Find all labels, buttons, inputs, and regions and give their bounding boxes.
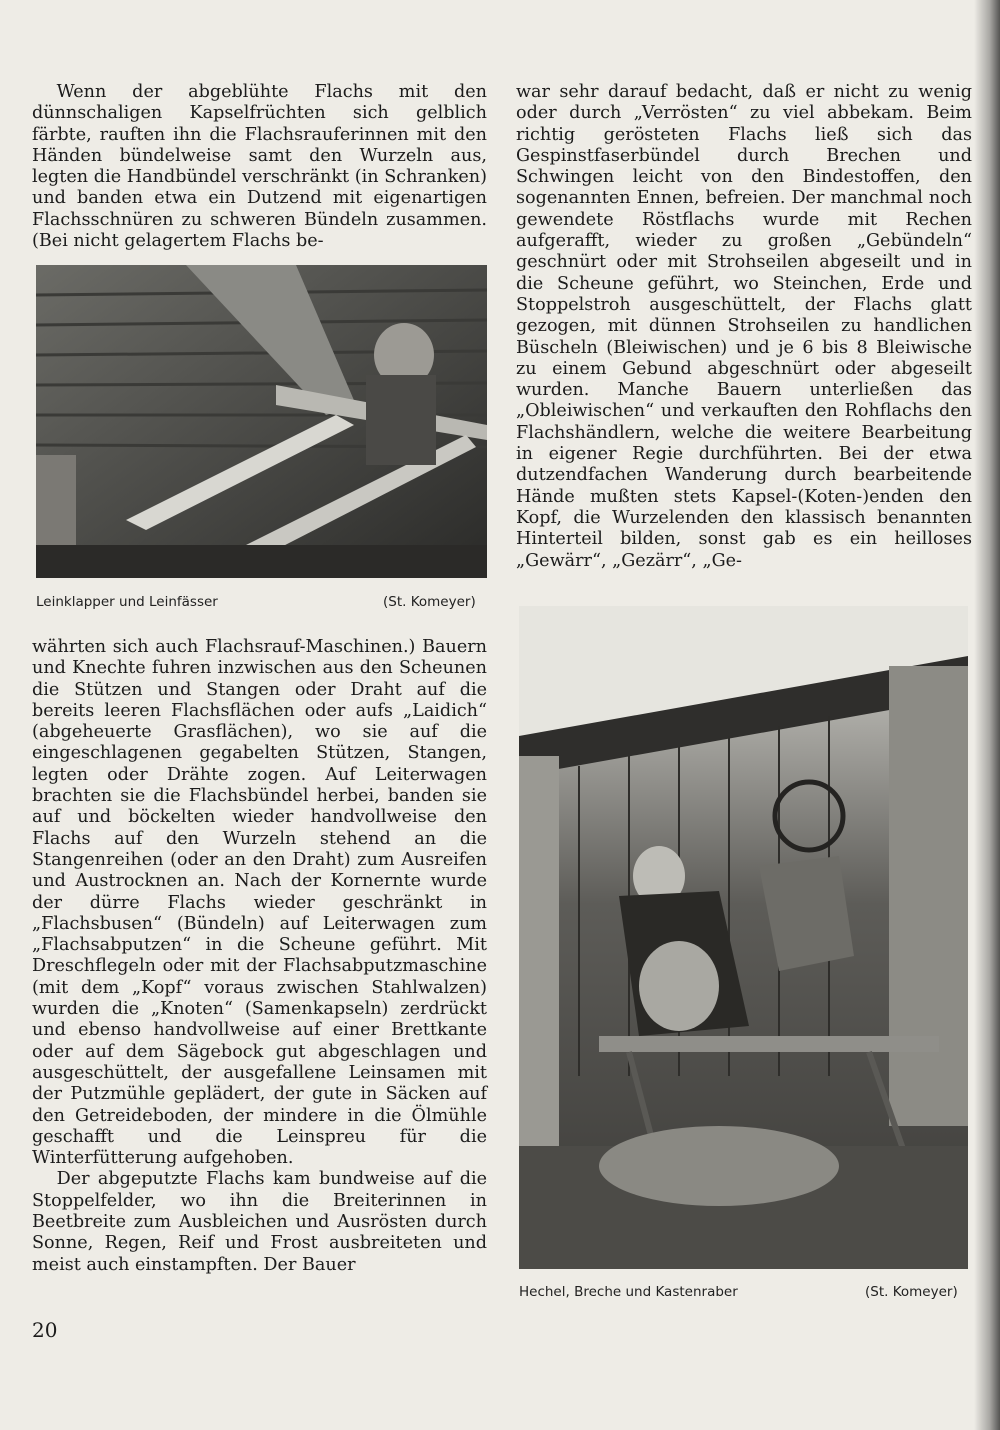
photo-leinklapper-image (36, 265, 487, 578)
paragraph: war sehr darauf bedacht, daß er nicht zu wenig oder durch „Verrösten“ zu viel abbekam. Beim richtig gerösteten Flachs ließ sich das Gespinstfaserbündel durch Brechen und Schwingen leicht von den Bindestoffen, den sogenannten Ennen, befreien. Der manchmal noch gewendete Röstflachs wurde mit Rechen aufgerafft, wieder zu großen „Gebündeln“ geschnürt oder mit Strohseilen abgeseilt und in die Scheune geführt, wo Steinchen, Erde und Stoppelstroh ausgeschüttelt, der Flachs glatt gezogen, mit dünnen Strohseilen zu handlichen Büscheln (Bleiwischen) und je 6 bis 8 Bleiwische zu einem Gebund abgeschnürt oder abgeseilt wurden. Manche Bauern unterließen das „Obleiwischen“ und verkauften den Rohflachs den Flachshändlern, welche die weitere Bearbeitung in eigener Regie durchführten. Bei der etwa dutzendfachen Wanderung durch bearbeitende Hände mußten stets Kapsel-(Koten-)enden den Kopf, die Wurzelenden den klassisch benannten Hinterteil bilden, sonst gab es ein heilloses „Gewärr“, „Gezärr“, „Ge- (516, 82, 972, 571)
photo-leinklapper (36, 265, 487, 578)
figure-caption: Hechel, Breche und Kastenraber (519, 1284, 738, 1300)
paragraph: Der abgeputzte Flachs kam bundweise auf die Stoppelfelder, wo ihn die Breiterinnen in Beetbreite zum Ausbleichen und Ausrösten durch Sonne, Regen, Reif und Frost ausbreiteten und meist auch einstampften. Der Bauer (32, 1169, 487, 1275)
paragraph: Wenn der abgeblühte Flachs mit den dünnschaligen Kapselfrüchten sich gelblich färbte, rauften ihn die Flachsrauferinnen mit den Händen bündelweise samt den Wurzeln aus, legten die Handbündel verschränkt (in Schranken) und banden etwa ein Dutzend mit eigenartigen Flachsschnüren zu schweren Bündeln zusammen. (Bei nicht gelagertem Flachs be- (32, 82, 487, 252)
figure-credit: (St. Komeyer) (383, 594, 476, 610)
photo-hechel-breche (519, 606, 968, 1269)
page-number: 20 (32, 1318, 58, 1342)
text-column-left-bottom (32, 637, 487, 1276)
figure-caption: Leinklapper und Leinfässer (36, 594, 218, 610)
photo-hechel-breche-image (519, 606, 968, 1269)
figure-credit: (St. Komeyer) (865, 1284, 958, 1300)
text-column-right-top (516, 82, 972, 572)
page-edge-shadow (974, 0, 1000, 1430)
paragraph: währten sich auch Flachsrauf-Maschinen.) Bauern und Knechte fuhren inzwischen aus den Scheunen die Stützen und Stangen oder Draht auf die bereits leeren Flachsflächen oder aufs „Laidich“ (abgeheuerte Grasflächen), wo sie auf die eingeschlagenen gegabelten Stützen, Stangen, legten oder Drähte zogen. Auf Leiterwagen brachten sie die Flachsbündel herbei, banden sie auf und böckelten wieder handvollweise den Flachs auf den Wurzeln stehend an die Stangenreihen (oder an den Draht) zum Ausreifen und Austrocknen an. Nach der Kornernte wurde der dürre Flachs wieder geschränkt in „Flachsbusen“ (Bündeln) auf Leiterwagen zum „Flachsabputzen“ in die Scheune geführt. Mit Dreschflegeln oder mit der Flachsabputzmaschine (mit dem „Kopf“ voraus zwischen Stahlwalzen) wurden die „Knoten“ (Samenkapseln) zerdrückt und ebenso handvollweise auf einer Brettkante oder auf dem Sägebock gut abgeschlagen und ausgeschüttelt, der ausgefallene Leinsamen mit der Putzmühle geplädert, der gute in Säcken auf den Getreideboden, der mindere in die Ölmühle geschafft und die Leinspreu für die Winterfütterung aufgehoben. (32, 637, 487, 1169)
text-column-left-top (32, 82, 487, 252)
